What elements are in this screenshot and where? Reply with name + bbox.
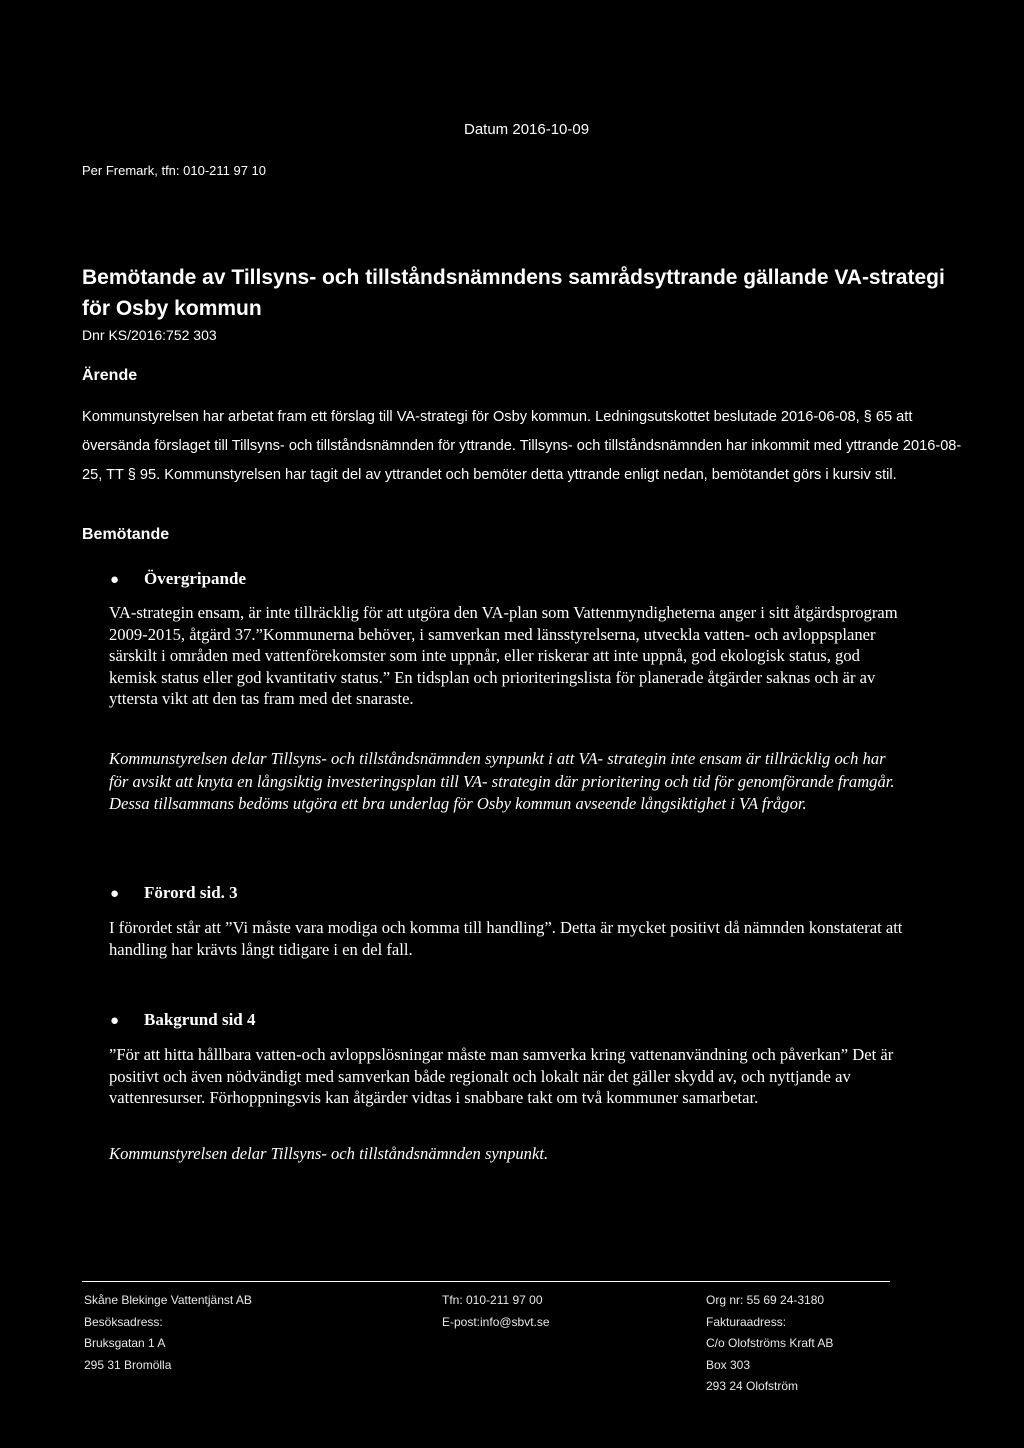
footer-email[interactable]: E-post:info@sbvt.se (442, 1314, 550, 1329)
intro-paragraph: Kommunstyrelsen har arbetat fram ett förslag till VA-strategi för Osby kommun. Ledningsutskottet beslutade 2016-06-08, § 65 att översända förslaget till Tillsyns- och tillståndsnämnden för yttrande. Tillsyns- och tillståndsnämnden har inkommit med yttrande 2016-08-25, TT § 95. Kommunstyrelsen har tagit del av yttrandet och bemöter detta yttrande enligt nedan, bemötandet görs i kursiv stil. (82, 409, 962, 483)
footer-company-column (84, 1290, 252, 1376)
author-contact: Per Fremark, tfn: 010-211 97 10 (82, 163, 267, 178)
footer-billing-city: 293 24 Olofström (706, 1379, 799, 1393)
bullet-icon: ● (110, 572, 120, 588)
arende-heading: Ärende (82, 367, 138, 384)
footer-billing-label: Fakturaadress: (706, 1314, 787, 1329)
document-title: Bemötande av Tillsyns- och tillståndsnämndens samrådsyttrande gällande VA-strategi för Osby kommun (82, 266, 945, 320)
section-heading-forord: ● Förord sid. 3 (110, 883, 238, 902)
section-text-bakgrund: ”För att hitta hållbara vatten-och avloppslösningar måste man samverka kring vattenanvändning och påverkan” Det är positivt och även nödvändigt med samverkan både regionalt och lokalt när det gäller skydd av, och nyttjande av vattenresurser. Förhoppningsvis kan åtgärder vidtas i snabbare takt om två kommuner samarbetar. (109, 1045, 894, 1107)
footer-phone: Tfn: 010-211 97 00 (442, 1293, 543, 1307)
bullet-icon: ● (110, 1013, 120, 1029)
footer-billing-column (706, 1290, 833, 1398)
document-date: Datum 2016-10-09 (464, 121, 590, 138)
section-heading-overgripande: ● Övergripande (110, 569, 246, 588)
section-text-overgripande: VA-strategin ensam, är inte tillräcklig för att utgöra den VA-plan som Vattenmyndigheterna anger i sitt åtgärdsprogram 2009-2015, åtgärd 37.”Kommunerna behöver, i samverkan med länsstyrelserna, utveckla vatten- och avloppsplaner särskilt i områden med vattenförekomster som inte uppnår, eller riskerar att inte uppnå, god ekologisk status, god kemisk status eller god kvantitativ status.” En tidsplan och prioriteringslista för planerade åtgärder saknas och är av yttersta vikt att den tas fram med det snaraste. (109, 603, 898, 708)
case-number: Dnr KS/2016:752 303 (82, 327, 217, 343)
footer-billing-co: C/o Olofströms Kraft AB (706, 1336, 834, 1350)
footer-divider (82, 1281, 890, 1282)
bemotande-heading: Bemötande (82, 526, 170, 543)
section-response-overgripande: Kommunstyrelsen delar Tillsyns- och tillståndsnämnden synpunkt i att VA- strategin inte ensam är tillräcklig och har för avsikt att knyta en långsiktig investeringsplan till VA- strategin där prioritering och tid för genomförande framgår. Dessa tillsammans bedöms utgöra ett bra underlag för Osby kommun avseende långsiktighet i VA frågor. (109, 749, 895, 813)
section-response-bakgrund: Kommunstyrelsen delar Tillsyns- och tillståndsnämnden synpunkt. (109, 1144, 549, 1163)
footer-visit-label: Besöksadress: (84, 1314, 163, 1329)
footer-billing-box: Box 303 (706, 1357, 751, 1372)
bullet-icon: ● (110, 886, 120, 902)
footer-company-name: Skåne Blekinge Vattentjänst AB (84, 1293, 252, 1307)
section-text-forord: I förordet står att ”Vi måste vara modiga och komma till handling”. Detta är mycket positivt då nämnden konstaterat att handling har krävts långt tidigare i en del fall. (109, 918, 903, 959)
section-heading-bakgrund: ● Bakgrund sid 4 (110, 1010, 256, 1029)
footer-city: 295 31 Bromölla (84, 1357, 172, 1372)
footer-contact-column (442, 1290, 550, 1333)
footer-street: Bruksgatan 1 A (84, 1336, 166, 1350)
footer-org-number: Org nr: 55 69 24-3180 (706, 1293, 825, 1307)
